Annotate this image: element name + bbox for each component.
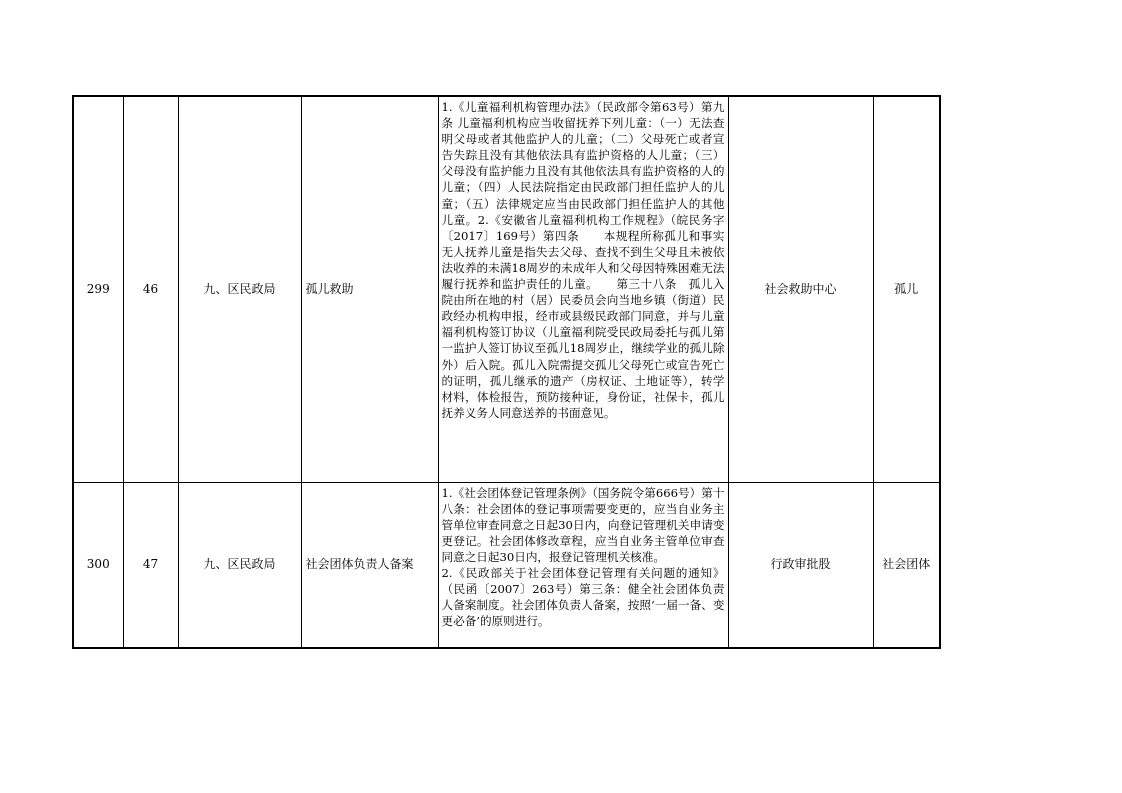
item-name-cell: 社会团体负责人备案 (301, 482, 438, 648)
seq-cell: 299 (73, 96, 123, 482)
implementing-unit-cell: 社会救助中心 (728, 96, 873, 482)
department-cell: 九、区民政局 (178, 482, 301, 648)
item-name-cell: 孤儿救助 (301, 96, 438, 482)
legal-basis-paragraph: 2.《民政部关于社会团体登记管理有关问题的通知》（民函〔2007〕263号）第三条：健全社会团体负责人备案制度。社会团体负责人备案，按照‘一届一备、变更必备’的原则进行。 (441, 565, 725, 629)
target-object-cell: 社会团体 (873, 482, 940, 648)
seq-cell: 300 (73, 482, 123, 648)
legal-basis-cell (438, 96, 728, 482)
legal-basis-cell (438, 482, 728, 648)
department-cell: 九、区民政局 (178, 96, 301, 482)
legal-basis-paragraph: 1.《社会团体登记管理条例》（国务院令第666号）第十八条：社会团体的登记事项需要变更的，应当自业务主管单位审查同意之日起30日内，向登记管理机关申请变更登记。社会团体修改章程，应当自业务主管单位审查同意之日起30日内，报登记管理机关核准。 (441, 485, 725, 564)
implementing-unit-cell: 行政审批股 (728, 482, 873, 648)
target-object-cell: 孤儿 (873, 96, 940, 482)
sub-seq-cell: 47 (123, 482, 178, 648)
legal-basis-paragraph: 1.《儿童福利机构管理办法》（民政部令第63号）第九条 儿童福利机构应当收留抚养下列儿童：（一）无法查明父母或者其他监护人的儿童；（二）父母死亡或者宣告失踪且没有其他依法具有监护资格的人儿童；（三）父母没有监护能力且没有其他依法具有监护资格的人的儿童；（四）人民法院指定由民政部门担任监护人的儿童；（五）法律规定应当由民政部门担任监护人的其他儿童。2.《安徽省儿童福利机构工作规程》（皖民务字〔2017〕169号）第四条 本规程所称孤儿和事实无人抚养儿童是指失去父母、查找不到生父母且未被依法收养的未满18周岁的未成年人和父母因特殊困难无法履行抚养和监护责任的儿童。 第三十八条 孤儿入院由所在地的村（居）民委员会向当地乡镇（街道）民政经办机构申报，经市或县级民政部门同意，并与儿童福利机构签订协议（儿童福利院受民政局委托与孤儿第一监护人签订协议至孤儿18周岁止，继续学业的孤儿除外）后入院。孤儿入院需提交孤儿父母死亡或宣告死亡的证明，孤儿继承的遗产（房权证、土地证等），转学材料，体检报告，预防接种证，身份证，社保卡，孤儿抚养义务人同意送养的书面意见。 (441, 100, 725, 420)
table-row (73, 482, 940, 648)
table-row (73, 96, 940, 482)
data-table (72, 95, 941, 649)
sub-seq-cell: 46 (123, 96, 178, 482)
